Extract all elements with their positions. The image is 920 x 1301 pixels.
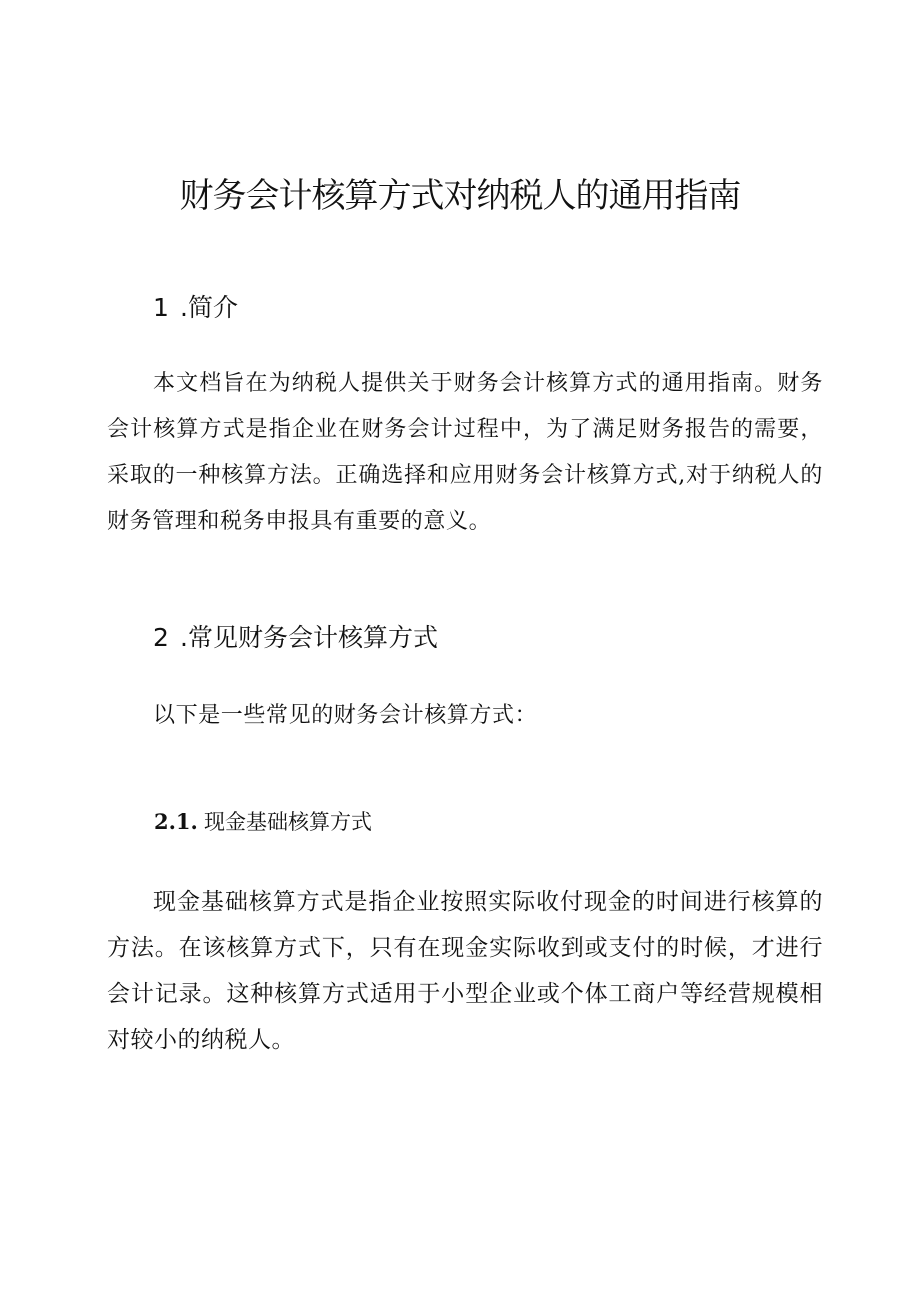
section-2-heading <box>153 620 438 656</box>
section-1-heading <box>153 290 238 326</box>
section-2-title: .常见财务会计核算方式 <box>180 623 438 652</box>
subsection-2-1-paragraph: 现金基础核算方式是指企业按照实际收付现金的时间进行核算的方法。在该核算方式下，只有在现金实际收到或支付的时候，才进行会计记录。这种核算方式适用于小型企业或个体工商户等经营规模相对较小的纳税人。 <box>107 889 823 1053</box>
subsection-2-1-title: 现金基础核算方式 <box>204 810 372 834</box>
section-2-paragraph: 以下是一些常见的财务会计核算方式： <box>153 703 538 728</box>
section-1-number: 1 <box>153 293 169 322</box>
document-title: 财务会计核算方式对纳税人的通用指南 <box>179 176 741 216</box>
subsection-2-1-number: 2.1. <box>154 809 198 834</box>
subsection-2-1-heading <box>154 807 372 837</box>
section-1-paragraph: 本文档旨在为纳税人提供关于财务会计核算方式的通用指南。财务会计核算方式是指企业在财务会计过程中，为了满足财务报告的需要，采取的一种核算方法。正确选择和应用财务会计核算方式,对于纳税人的财务管理和税务申报具有重要的意义。 <box>107 371 823 534</box>
section-2-number: 2 <box>153 623 169 652</box>
section-1-title: .简介 <box>180 293 238 322</box>
